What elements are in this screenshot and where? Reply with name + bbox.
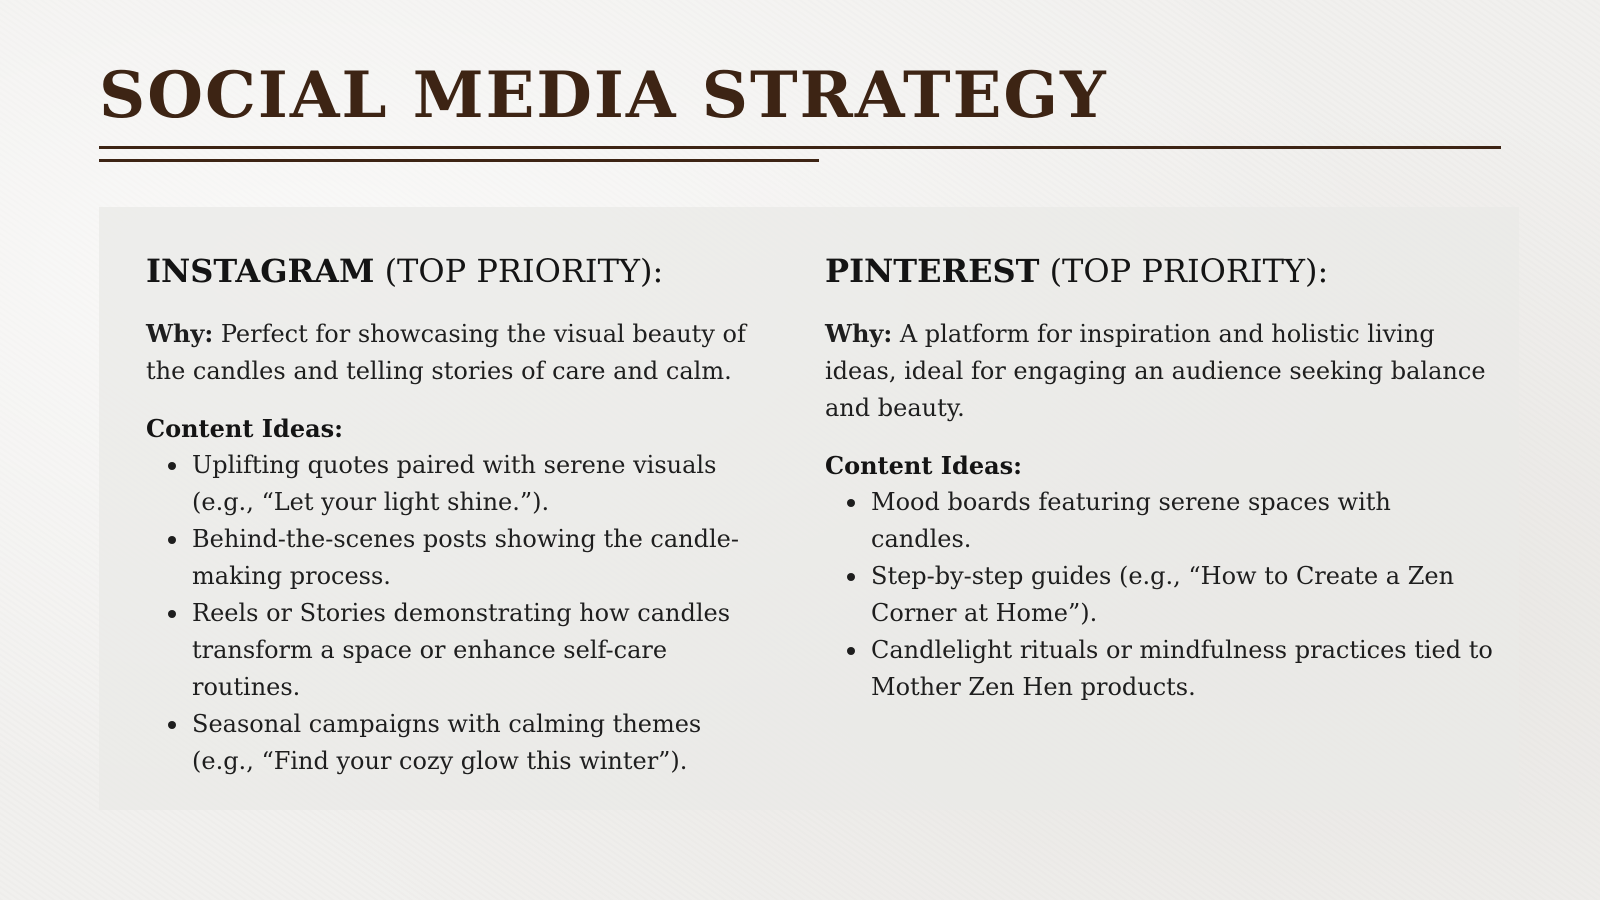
pinterest-heading <box>825 249 1495 293</box>
bullet-icon <box>847 647 855 655</box>
bullet-icon <box>168 721 176 729</box>
pinterest-column <box>825 249 1495 706</box>
list-item-text: Uplifting quotes paired with serene visuals (e.g., “Let your light shine.”). <box>192 451 717 516</box>
pinterest-content-ideas-label: Content Ideas: <box>825 451 1023 480</box>
list-item <box>871 558 1495 632</box>
list-item <box>192 447 766 521</box>
priority-label: (TOP PRIORITY): <box>1039 252 1329 290</box>
instagram-heading <box>146 249 766 293</box>
list-item-text: Behind-the-scenes posts showing the candle-making process. <box>192 525 739 590</box>
bullet-icon <box>168 536 176 544</box>
content-panel <box>99 207 1519 810</box>
why-label: Why: <box>825 319 893 348</box>
platform-name: INSTAGRAM <box>146 252 375 290</box>
bullet-icon <box>847 499 855 507</box>
why-text: Perfect for showcasing the visual beauty of the candles and telling stories of care and calm. <box>146 320 746 385</box>
list-item-text: Candlelight rituals or mindfulness practices tied to Mother Zen Hen products. <box>871 636 1493 701</box>
why-text: A platform for inspiration and holistic living ideas, ideal for engaging an audience seeking balance and beauty. <box>825 320 1486 422</box>
title-divider-long <box>99 146 1501 149</box>
list-item <box>192 706 766 780</box>
bullet-icon <box>847 573 855 581</box>
platform-name: PINTEREST <box>825 252 1040 290</box>
page-title: SOCIAL MEDIA STRATEGY <box>99 58 1108 133</box>
instagram-content-ideas-list <box>146 447 766 780</box>
why-label: Why: <box>146 319 214 348</box>
instagram-column <box>146 249 766 780</box>
bullet-icon <box>168 610 176 618</box>
list-item-text: Mood boards featuring serene spaces with candles. <box>871 488 1391 553</box>
title-divider-short <box>99 159 819 162</box>
instagram-content-ideas-label: Content Ideas: <box>146 414 344 443</box>
instagram-why <box>146 315 766 390</box>
list-item-text: Step-by-step guides (e.g., “How to Create a Zen Corner at Home”). <box>871 562 1455 627</box>
pinterest-why <box>825 315 1495 427</box>
list-item <box>192 595 766 706</box>
list-item <box>871 484 1495 558</box>
priority-label: (TOP PRIORITY): <box>374 252 664 290</box>
pinterest-content-ideas-list <box>825 484 1495 706</box>
list-item <box>192 521 766 595</box>
bullet-icon <box>168 462 176 470</box>
list-item <box>871 632 1495 706</box>
list-item-text: Reels or Stories demonstrating how candles transform a space or enhance self-care routines. <box>192 599 731 701</box>
list-item-text: Seasonal campaigns with calming themes (e.g., “Find your cozy glow this winter”). <box>192 710 702 775</box>
